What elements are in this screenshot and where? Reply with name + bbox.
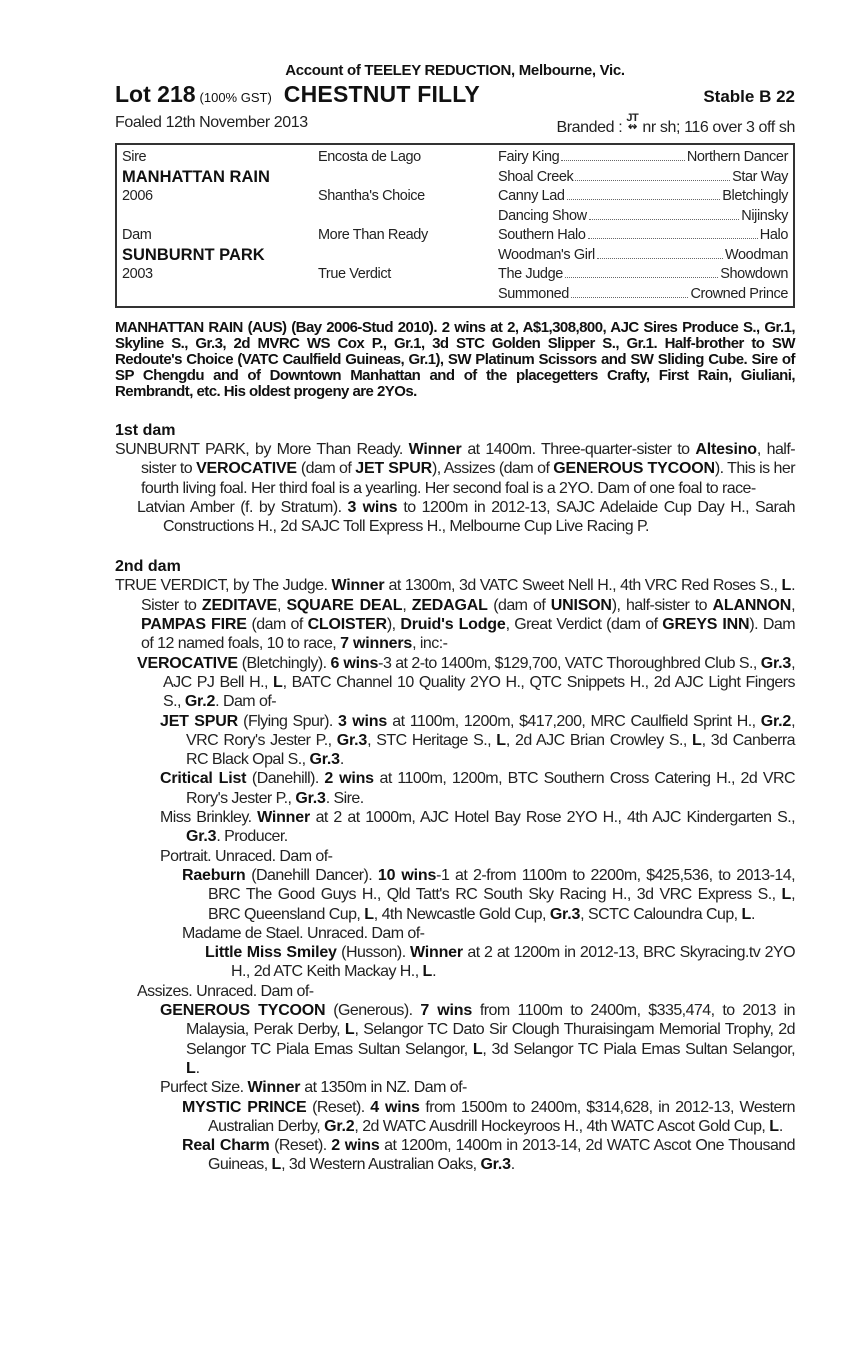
dot-leader bbox=[588, 238, 758, 239]
text: at 1400m. Three-quarter-sister to bbox=[461, 441, 696, 458]
bold-text: L bbox=[769, 1117, 779, 1135]
bold-text: 7 wins bbox=[420, 1002, 473, 1020]
bold-text: Druid's Lodge bbox=[400, 616, 506, 634]
bold-text: ALANNON bbox=[712, 596, 792, 614]
produce-entry bbox=[115, 440, 795, 498]
ancestor-row bbox=[498, 207, 788, 227]
bold-text: UNISON bbox=[550, 596, 612, 614]
text: , half-sister to bbox=[141, 441, 795, 478]
produce-entry bbox=[115, 769, 795, 808]
bold-text: L bbox=[273, 673, 283, 691]
bold-text: JET SPUR bbox=[160, 712, 238, 730]
text: ). This is her fourth living foal. Her third foal is a yearling. Her second foal is a 2YO. Dam of one foal to race- bbox=[141, 460, 795, 497]
dot-leader bbox=[571, 297, 688, 298]
text: Purfect Size. bbox=[160, 1079, 248, 1097]
section-heading: 1st dam bbox=[115, 422, 176, 439]
ancestor: Dancing Show bbox=[498, 207, 587, 224]
bold-text: Winner bbox=[257, 809, 310, 827]
dam-section bbox=[115, 422, 795, 536]
produce-entry bbox=[115, 498, 795, 537]
produce-entry bbox=[115, 847, 795, 866]
sire-name: MANHATTAN RAIN bbox=[122, 167, 270, 186]
branded-label: Branded : bbox=[556, 119, 623, 136]
catalogue-page bbox=[115, 62, 795, 1175]
text: Assizes. Unraced. Dam of- bbox=[137, 982, 314, 1000]
bold-text: GENEROUS TYCOON bbox=[160, 1002, 326, 1020]
text: at 1100m, 1200m, $417,200, MRC Caulfield Sprint H., bbox=[387, 712, 761, 730]
text: , inc:- bbox=[412, 635, 448, 653]
dot-leader bbox=[561, 160, 685, 161]
brand-top: JT bbox=[626, 112, 639, 124]
text: , 4th Newcastle Gold Cup, bbox=[373, 905, 550, 923]
pedigree-table bbox=[115, 143, 795, 308]
ancestor: The Judge bbox=[498, 266, 563, 282]
produce-entry bbox=[115, 1136, 795, 1175]
text: ), Assizes (dam of bbox=[431, 460, 554, 478]
brand-description: nr sh; 116 over 3 off sh bbox=[642, 119, 795, 136]
ancestor-sire: Bletchingly bbox=[722, 188, 788, 204]
ancestor: Shoal Creek bbox=[498, 168, 574, 185]
bold-text: Altesino bbox=[695, 441, 757, 458]
sire-label: Sire bbox=[122, 149, 147, 165]
text: , bbox=[791, 596, 796, 614]
dam-label: Dam bbox=[122, 227, 152, 243]
bold-text: Real Charm bbox=[182, 1137, 270, 1155]
text: . bbox=[778, 1117, 783, 1135]
brand-bottom: ↭ bbox=[627, 121, 637, 133]
bold-text: L bbox=[781, 886, 792, 904]
text: (Reset). bbox=[306, 1098, 371, 1116]
ancestor: Woodman's Girl bbox=[498, 246, 595, 263]
gst-note: (100% GST) bbox=[199, 90, 272, 105]
ancestor-row bbox=[498, 285, 788, 305]
dam-year: 2003 bbox=[122, 266, 153, 282]
vendor-account: Account of TEELEY REDUCTION, Melbourne, Vic. bbox=[285, 62, 625, 79]
bold-text: Gr.2 bbox=[184, 693, 216, 711]
bold-text: ZEDAGAL bbox=[411, 596, 488, 614]
ancestor-row bbox=[498, 226, 788, 246]
bold-text: VEROCATIVE bbox=[196, 460, 297, 478]
bold-text: ZEDITAVE bbox=[201, 596, 278, 614]
horse-description: CHESTNUT FILLY bbox=[283, 81, 480, 107]
dot-leader bbox=[567, 199, 721, 200]
text: to 1200m in 2012-13, SAJC Adelaide Cup Day H., Sarah Constructions H., 2d SAJC Toll Express H., Melbourne Cup Live Racing P. bbox=[163, 498, 795, 536]
produce-entry bbox=[115, 808, 795, 847]
brand-info bbox=[556, 114, 795, 137]
family-sections bbox=[115, 422, 795, 1175]
text: , AJC PJ Bell H., bbox=[163, 654, 795, 691]
text: at 1100m, 1200m, BTC Southern Cross Catering H., 2d VRC Rory's Jester P., bbox=[186, 770, 796, 807]
produce-entry bbox=[115, 982, 795, 1001]
bold-text: 3 wins bbox=[338, 712, 388, 730]
sire-year: 2006 bbox=[122, 188, 153, 204]
stable-location: Stable B 22 bbox=[703, 87, 795, 106]
bold-text: L bbox=[344, 1021, 355, 1039]
bold-text: Gr.3 bbox=[336, 731, 368, 749]
text: ), half-sister to bbox=[611, 596, 713, 614]
produce-entry bbox=[115, 576, 795, 653]
bold-text: Gr.3 bbox=[186, 828, 217, 846]
lot-number: Lot 218 bbox=[115, 81, 196, 107]
ancestor-row bbox=[498, 187, 788, 207]
text: (dam of bbox=[487, 596, 551, 614]
text: (Danehill). bbox=[246, 770, 325, 788]
text: , BATC Channel 10 Quality 2YO H., QTC Snippets H., 2d AJC Light Fingers S., bbox=[163, 673, 795, 711]
text: , Great Verdict (dam of bbox=[505, 616, 663, 634]
dam-sire: More Than Ready bbox=[318, 227, 428, 243]
text: . bbox=[339, 751, 344, 769]
bold-text: Gr.3 bbox=[760, 654, 792, 672]
dam-section bbox=[115, 558, 795, 1174]
sire-dam: Shantha's Choice bbox=[318, 188, 425, 204]
text: . bbox=[195, 1059, 200, 1077]
bold-text: Gr.2 bbox=[324, 1117, 355, 1135]
text: . bbox=[751, 905, 755, 923]
ancestor-sire: Star Way bbox=[732, 168, 788, 185]
ancestor-row bbox=[498, 148, 788, 168]
bold-text: Gr.3 bbox=[309, 751, 340, 769]
text: , 2d WATC Ausdrill Hockeyroos H., 4th WATC Ascot Gold Cup, bbox=[354, 1117, 770, 1135]
produce-entry bbox=[115, 1078, 795, 1097]
bold-text: JET SPUR bbox=[355, 460, 432, 478]
bold-text: 2 wins bbox=[331, 1137, 380, 1155]
bold-text: 10 wins bbox=[377, 866, 437, 884]
bold-text: MYSTIC PRINCE bbox=[182, 1098, 307, 1116]
text: from 1100m to 2400m, $335,474, to 2013 in Malaysia, Perak Derby, bbox=[186, 1002, 796, 1039]
text: . Sire. bbox=[325, 789, 364, 807]
ancestor-row bbox=[498, 246, 788, 266]
text: ), bbox=[386, 616, 401, 634]
bold-text: Gr.2 bbox=[760, 712, 792, 730]
dam-dam: True Verdict bbox=[318, 266, 391, 282]
lot-line bbox=[115, 81, 795, 108]
bold-text: L bbox=[186, 1059, 196, 1077]
text: (Reset). bbox=[269, 1137, 332, 1155]
text: . bbox=[432, 963, 436, 981]
ancestor-sire: Showdown bbox=[720, 266, 788, 282]
text: . bbox=[510, 1156, 515, 1174]
bold-text: SQUARE DEAL bbox=[286, 596, 403, 614]
dot-leader bbox=[589, 219, 740, 220]
bold-text: 2 wins bbox=[324, 770, 374, 788]
text: -3 at 2-to 1400m, $129,700, VATC Thoroughbred Club S., bbox=[378, 654, 761, 672]
bold-text: 4 wins bbox=[370, 1098, 420, 1116]
bold-text: Critical List bbox=[160, 770, 247, 788]
produce-entry bbox=[115, 924, 795, 943]
dam-name: SUNBURNT PARK bbox=[122, 245, 265, 264]
text: , 3d Selangor TC Piala Emas Sultan Selangor, bbox=[482, 1040, 795, 1058]
dot-leader bbox=[565, 277, 718, 278]
bold-text: Winner bbox=[410, 944, 463, 962]
text: , 3d Canberra RC Black Opal S., bbox=[186, 731, 795, 769]
text: (dam of bbox=[296, 460, 356, 478]
text: from 1500m to 2400m, $314,628, in 2012-13, Western Australian Derby, bbox=[208, 1098, 795, 1135]
text: (Bletchingly). bbox=[237, 654, 331, 672]
bold-text: Gr.3 bbox=[549, 905, 581, 923]
text: Portrait. Unraced. Dam of- bbox=[160, 847, 333, 865]
ancestor: Fairy King bbox=[498, 149, 560, 165]
section-heading: 2nd dam bbox=[115, 558, 181, 576]
bold-text: L bbox=[741, 905, 752, 923]
bold-text: Winner bbox=[408, 441, 462, 458]
ancestor-row bbox=[498, 265, 788, 285]
text: ). Dam of 12 named foals, 10 to race, bbox=[141, 616, 795, 653]
bold-text: Gr.3 bbox=[480, 1156, 511, 1174]
text: (dam of bbox=[246, 616, 308, 634]
ancestor-sire: Woodman bbox=[724, 246, 788, 263]
text: , 3d Western Australian Oaks, bbox=[281, 1156, 481, 1174]
text: , 2d AJC Brian Crowley S., bbox=[505, 731, 693, 749]
produce-entry bbox=[115, 712, 795, 770]
brand-mark-icon bbox=[626, 114, 638, 132]
produce-entry bbox=[115, 943, 795, 982]
text: Madame de Stael. Unraced. Dam of- bbox=[182, 924, 425, 942]
text: SUNBURNT PARK, by More Than Ready. bbox=[115, 441, 409, 458]
text: , VRC Rory's Jester P., bbox=[186, 712, 795, 749]
text: TRUE VERDICT, by The Judge. bbox=[115, 577, 332, 595]
produce-entry bbox=[115, 1001, 795, 1078]
text: , bbox=[277, 596, 287, 614]
bold-text: GENEROUS TYCOON bbox=[553, 460, 715, 478]
text: at 1350m in NZ. Dam of- bbox=[300, 1079, 467, 1097]
text: Miss Brinkley. bbox=[160, 809, 258, 827]
text: at 2 at 1200m in 2012-13, BRC Skyracing.tv 2YO H., 2d ATC Keith Mackay H., bbox=[231, 944, 795, 981]
text: (Husson). bbox=[336, 944, 411, 962]
text: , bbox=[402, 596, 412, 614]
bold-text: L bbox=[364, 905, 374, 923]
text: -1 at 2-from 1100m to 2200m, $425,536, to 2013-14, BRC The Good Guys H., Qld Tatt's RC South Sky Racing H., 3d VRC Express S., bbox=[208, 866, 795, 904]
bold-text: L bbox=[496, 731, 506, 749]
text: . Dam of- bbox=[215, 693, 276, 711]
bold-text: PAMPAS FIRE bbox=[141, 616, 247, 634]
produce-entry bbox=[115, 866, 795, 924]
bold-text: Little Miss Smiley bbox=[205, 944, 337, 962]
bold-text: Gr.3 bbox=[295, 789, 326, 807]
text: , BRC Queensland Cup, bbox=[208, 886, 795, 923]
ancestor: Summoned bbox=[498, 285, 569, 302]
text: (Flying Spur). bbox=[237, 712, 339, 730]
text: , Selangor TC Dato Sir Clough Thuraisingam Memorial Trophy, 2d Selangor TC Piala Emas Sultan Selangor, bbox=[186, 1021, 795, 1058]
bold-text: 7 winners bbox=[340, 635, 413, 653]
bold-text: 6 wins bbox=[330, 654, 379, 672]
bold-text: GREYS INN bbox=[662, 616, 750, 634]
sire-summary: MANHATTAN RAIN (AUS) (Bay 2006-Stud 2010). 2 wins at 2, A$1,308,800, AJC Sires Produce S., Gr.1, Skyline S., Gr.3, 2d MVRC WS Cox P., Gr.1, 3d STC Golden Slipper S., Gr.1. Half-brother to SW Redoute's Choice (VATC Caulfield Guineas, Gr.1), SW Platinum Scissors and SW Sliding Cube. Sire of SP Chengdu and of Downtown Manhattan and of the placegetters Crafty, First Rain, Giuliani, Rembrandt, etc. His oldest progeny are 2YOs. bbox=[115, 319, 795, 400]
foaled-date: Foaled 12th November 2013 bbox=[115, 114, 308, 131]
text: at 2 at 1000m, AJC Hotel Bay Rose 2YO H., 4th AJC Kindergarten S., bbox=[309, 809, 795, 827]
dot-leader bbox=[575, 180, 730, 181]
ancestor-sire: Halo bbox=[759, 227, 788, 243]
bold-text: L bbox=[271, 1156, 282, 1174]
bold-text: Winner bbox=[331, 577, 385, 595]
produce-entry bbox=[115, 1098, 795, 1137]
text: . Sister to bbox=[141, 577, 796, 614]
bold-text: CLOISTER bbox=[307, 616, 387, 634]
ancestor-row bbox=[498, 168, 788, 188]
ancestor-sire: Crowned Prince bbox=[690, 285, 788, 302]
bold-text: L bbox=[692, 731, 702, 749]
text: at 1300m, 3d VATC Sweet Nell H., 4th VRC Red Roses S., bbox=[384, 577, 782, 595]
sire-sire: Encosta de Lago bbox=[318, 149, 421, 165]
bold-text: L bbox=[472, 1040, 483, 1058]
bold-text: L bbox=[422, 963, 433, 981]
bold-text: VEROCATIVE bbox=[137, 654, 238, 672]
bold-text: L bbox=[781, 577, 792, 595]
produce-entry bbox=[115, 654, 795, 712]
bold-text: Winner bbox=[247, 1079, 301, 1097]
foaling-line bbox=[115, 114, 795, 137]
text: (Danehill Dancer). bbox=[245, 866, 378, 884]
text: (Generous). bbox=[325, 1002, 421, 1020]
ancestor: Southern Halo bbox=[498, 227, 586, 243]
ancestor: Canny Lad bbox=[498, 188, 565, 204]
bold-text: 3 wins bbox=[347, 498, 398, 516]
text: Latvian Amber (f. by Stratum). bbox=[137, 498, 348, 516]
text: at 1200m, 1400m in 2013-14, 2d WATC Ascot One Thousand Guineas, bbox=[208, 1137, 795, 1174]
ancestor-sire: Nijinsky bbox=[741, 207, 788, 224]
dot-leader bbox=[597, 258, 723, 259]
text: , SCTC Caloundra Cup, bbox=[580, 905, 742, 923]
text: , STC Heritage S., bbox=[367, 731, 497, 749]
ancestor-sire: Northern Dancer bbox=[686, 149, 788, 165]
bold-text: Raeburn bbox=[182, 866, 246, 884]
text: . Producer. bbox=[216, 828, 288, 846]
